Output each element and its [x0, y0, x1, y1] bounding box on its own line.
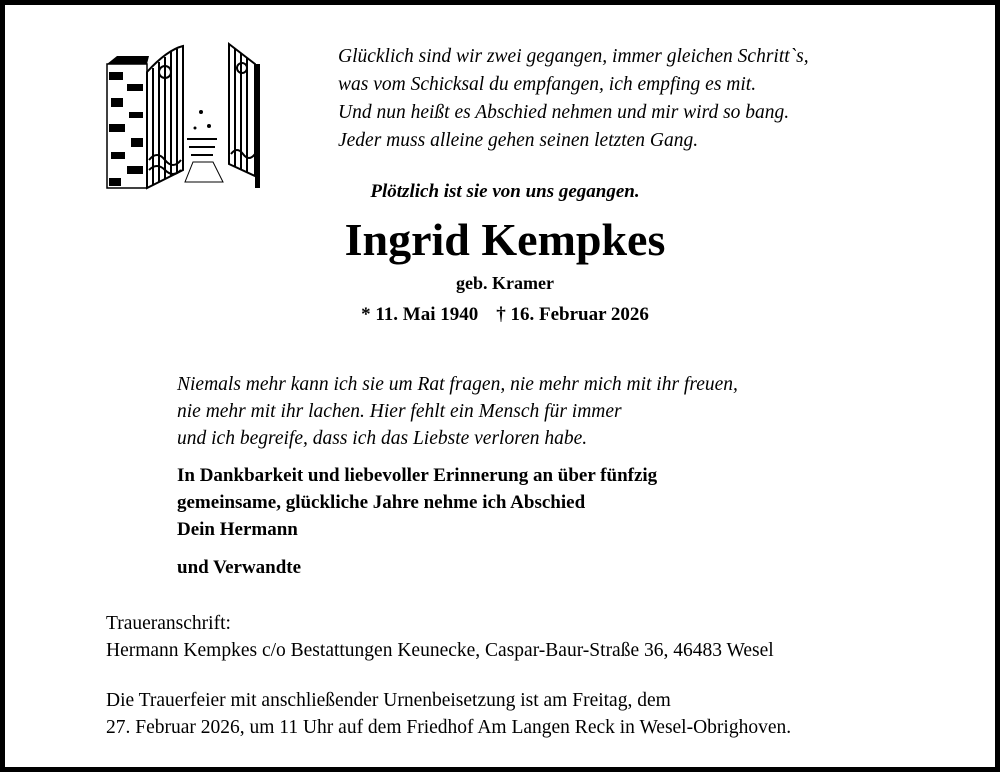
- poem-line: Jeder muss alleine gehen seinen letzten Gang.: [338, 130, 699, 151]
- intro-text: Plötzlich ist sie von uns gegangen.: [370, 181, 640, 202]
- address-label: Traueranschrift:: [106, 613, 231, 634]
- birth-date: * 11. Mai 1940: [361, 304, 479, 325]
- death-date: † 16. Februar 2026: [496, 304, 649, 325]
- thanks-line: In Dankbarkeit und liebevoller Erinnerung an über fünfzig: [177, 465, 658, 486]
- ceremony-line: Die Trauerfeier mit anschließender Urnenbeisetzung ist am Freitag, dem: [106, 690, 671, 711]
- deceased-name: Ingrid Kempkes: [344, 214, 666, 265]
- poem-line: Und nun heißt es Abschied nehmen und mir wird so bang.: [338, 102, 790, 123]
- thanks-message: [177, 462, 657, 543]
- relatives: und Verwandte: [177, 557, 302, 578]
- poem-line: was vom Schicksal du empfangen, ich empfing es mit.: [338, 74, 757, 95]
- address-text: Hermann Kempkes c/o Bestattungen Keunecke, Caspar-Baur-Straße 36, 46483 Wesel: [106, 640, 774, 661]
- thanks-line: gemeinsame, glückliche Jahre nehme ich Abschied: [177, 492, 586, 513]
- ceremony-line: 27. Februar 2026, um 11 Uhr auf dem Friedhof Am Langen Reck in Wesel-Obrighoven.: [106, 717, 792, 738]
- birth-name: geb. Kramer: [456, 273, 554, 293]
- quote-line: nie mehr mit ihr lachen. Hier fehlt ein Mensch für immer: [177, 401, 622, 422]
- quote-line: und ich begreife, dass ich das Liebste verloren habe.: [177, 428, 588, 449]
- ceremony-info: [106, 687, 791, 741]
- mourning-address: [106, 610, 774, 664]
- quote-line: Niemals mehr kann ich sie um Rat fragen, nie mehr mich mit ihr freuen,: [177, 374, 738, 395]
- open-gate-icon: [105, 42, 261, 190]
- signature-line: Dein Hermann: [177, 519, 298, 540]
- life-dates: [5, 302, 1000, 328]
- poem-line: Glücklich sind wir zwei gegangen, immer gleichen Schritt`s,: [338, 46, 809, 67]
- quote: [177, 371, 738, 452]
- poem: [338, 43, 809, 155]
